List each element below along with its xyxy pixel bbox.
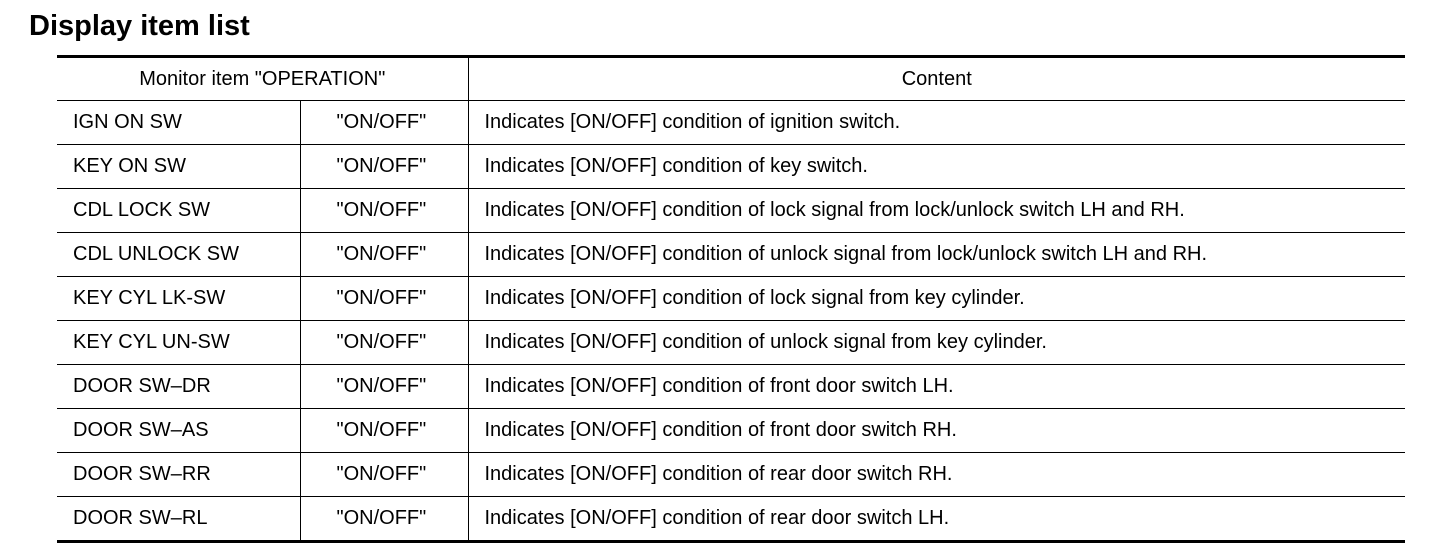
table-row xyxy=(57,101,1405,145)
monitor-item-cell: CDL UNLOCK SW xyxy=(57,233,300,277)
table-row xyxy=(57,189,1405,233)
content-cell: Indicates [ON/OFF] condition of ignition switch. xyxy=(468,101,1405,145)
page-title: Display item list xyxy=(29,10,250,42)
table-row xyxy=(57,497,1405,542)
monitor-value-cell: "ON/OFF" xyxy=(300,453,468,497)
monitor-item-cell: CDL LOCK SW xyxy=(57,189,300,233)
monitor-value-cell: "ON/OFF" xyxy=(300,189,468,233)
table-row xyxy=(57,365,1405,409)
table-row xyxy=(57,453,1405,497)
monitor-value-cell: "ON/OFF" xyxy=(300,409,468,453)
content-cell: Indicates [ON/OFF] condition of lock signal from key cylinder. xyxy=(468,277,1405,321)
table-row xyxy=(57,321,1405,365)
table-row xyxy=(57,233,1405,277)
header-content: Content xyxy=(468,57,1405,101)
monitor-item-cell: DOOR SW–AS xyxy=(57,409,300,453)
content-cell: Indicates [ON/OFF] condition of unlock signal from key cylinder. xyxy=(468,321,1405,365)
table-row xyxy=(57,145,1405,189)
monitor-value-cell: "ON/OFF" xyxy=(300,277,468,321)
content-cell: Indicates [ON/OFF] condition of rear door switch RH. xyxy=(468,453,1405,497)
monitor-value-cell: "ON/OFF" xyxy=(300,497,468,542)
monitor-item-cell: KEY CYL UN-SW xyxy=(57,321,300,365)
monitor-item-cell: DOOR SW–RL xyxy=(57,497,300,542)
header-monitor-item: Monitor item "OPERATION" xyxy=(57,57,468,101)
monitor-item-cell: KEY ON SW xyxy=(57,145,300,189)
table-header-row xyxy=(57,57,1405,101)
table-row xyxy=(57,277,1405,321)
monitor-value-cell: "ON/OFF" xyxy=(300,145,468,189)
content-cell: Indicates [ON/OFF] condition of lock signal from lock/unlock switch LH and RH. xyxy=(468,189,1405,233)
monitor-value-cell: "ON/OFF" xyxy=(300,101,468,145)
display-item-table xyxy=(57,55,1405,543)
monitor-item-cell: KEY CYL LK-SW xyxy=(57,277,300,321)
monitor-item-cell: IGN ON SW xyxy=(57,101,300,145)
table-row xyxy=(57,409,1405,453)
monitor-item-cell: DOOR SW–DR xyxy=(57,365,300,409)
monitor-value-cell: "ON/OFF" xyxy=(300,321,468,365)
content-cell: Indicates [ON/OFF] condition of front door switch RH. xyxy=(468,409,1405,453)
monitor-value-cell: "ON/OFF" xyxy=(300,233,468,277)
content-cell: Indicates [ON/OFF] condition of unlock signal from lock/unlock switch LH and RH. xyxy=(468,233,1405,277)
monitor-value-cell: "ON/OFF" xyxy=(300,365,468,409)
content-cell: Indicates [ON/OFF] condition of front door switch LH. xyxy=(468,365,1405,409)
monitor-item-cell: DOOR SW–RR xyxy=(57,453,300,497)
content-cell: Indicates [ON/OFF] condition of rear door switch LH. xyxy=(468,497,1405,542)
content-cell: Indicates [ON/OFF] condition of key switch. xyxy=(468,145,1405,189)
